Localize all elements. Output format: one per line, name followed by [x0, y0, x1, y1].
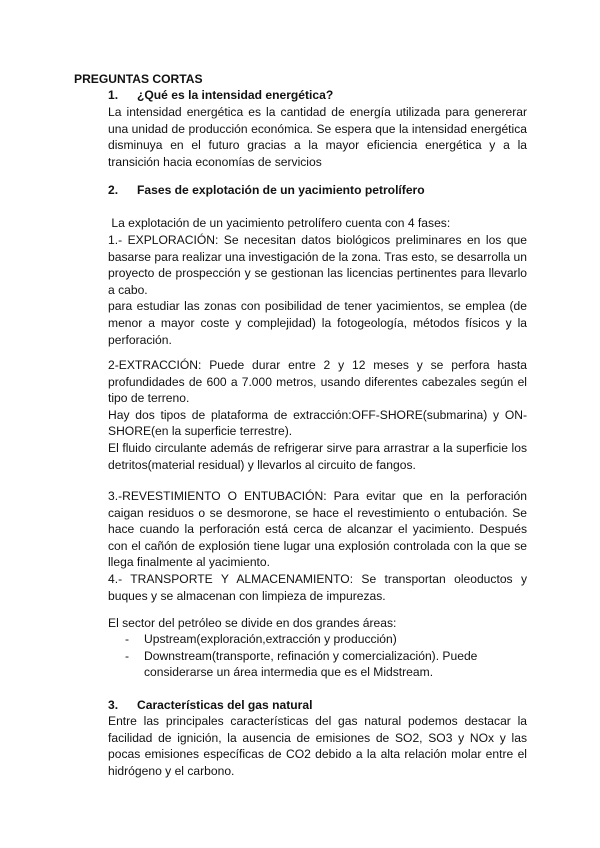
section-3-heading: [108, 697, 312, 714]
section-heading-text: Fases de explotación de un yacimiento petrolífero: [137, 183, 425, 197]
paragraph: La intensidad energética es la cantidad de energía utilizada para genererar una unidad de producción económica. Se espera que la intensidad energética disminuya en el futuro gracias a la mayor eficiencia energética y a la transición hacia economías de servicios: [108, 105, 527, 169]
paragraph: 4.- TRANSPORTE Y ALMACENAMIENTO: Se transportan oleoductos y buques y se almacenan con limpieza de impurezas.: [108, 571, 527, 603]
section-heading-text: ¿Qué es la intensidad energética?: [137, 88, 334, 102]
page-title: PREGUNTAS CORTAS: [74, 72, 203, 86]
list-item: - Downstream(transporte, refinación y comercialización). Puede considerarse un área intermedia que es el Midstream.: [108, 648, 527, 681]
section-3-body: [108, 713, 527, 779]
paragraph: 3.-REVESTIMIENTO O ENTUBACIÓN: Para evitar que en la perforación caigan residuos o se desmorone, se hace el revestimiento o entubación. Se hace cuando la perforación está cerca de alcanzar el yacimiento. Después con el cañón de explosión tiene lugar una explosión controlada con la que se llega finalmente al yacimiento.: [108, 489, 527, 570]
phase-extraccion: [108, 357, 527, 473]
phase-exploracion: [108, 232, 527, 348]
section-1-heading: [108, 87, 333, 104]
phases-intro: La explotación de un yacimiento petrolífero cuenta con 4 fases:: [108, 216, 451, 230]
section-number: 3.: [108, 698, 119, 712]
paragraph: para estudiar las zonas con posibilidad de tener yacimientos, se emplea (de menor a mayor coste y complejidad) la fotogeología, métodos físicos y la perforación.: [108, 299, 527, 347]
section-number: 2.: [108, 183, 119, 197]
paragraph: 2-EXTRACCIÓN: Puede durar entre 2 y 12 meses y se perfora hasta profundidades de 600 a 7.000 metros, usando diferentes cabezales según el tipo de terreno.: [108, 358, 527, 406]
section-number: 1.: [108, 88, 119, 102]
phase-revestimiento-transporte: [108, 488, 527, 604]
paragraph: Entre las principales características del gas natural podemos destacar la facilidad de ignición, la ausencia de emisiones de SO2, SO3 y NOx y las pocas emisiones específicas de CO2 debido a la alta relación molar entre el hidrógeno y el carbono.: [108, 714, 527, 778]
section-2-heading: [108, 182, 425, 199]
list-item: - Upstream(exploración,extracción y producción): [108, 631, 527, 648]
section-1-body: [108, 104, 527, 170]
sector-list: [108, 631, 527, 681]
paragraph: Hay dos tipos de plataforma de extracción:OFF-SHORE(submarina) y ON-SHORE(en la superficie terrestre).: [108, 407, 527, 439]
sector-intro: El sector del petróleo se divide en dos grandes áreas:: [108, 616, 397, 630]
section-heading-text: Características del gas natural: [137, 698, 313, 712]
paragraph: 1.- EXPLORACIÓN: Se necesitan datos biológicos preliminares en los que basarse para realizar una investigación de la zona. Tras esto, se desarrolla un proyecto de prospección y se gestionan las licencias pertinentes para llevarlo a cabo.: [108, 233, 527, 297]
paragraph: El fluido circulante además de refrigerar sirve para arrastrar a la superficie los detritos(material residual) y llevarlos al circuito de fangos.: [108, 440, 527, 472]
